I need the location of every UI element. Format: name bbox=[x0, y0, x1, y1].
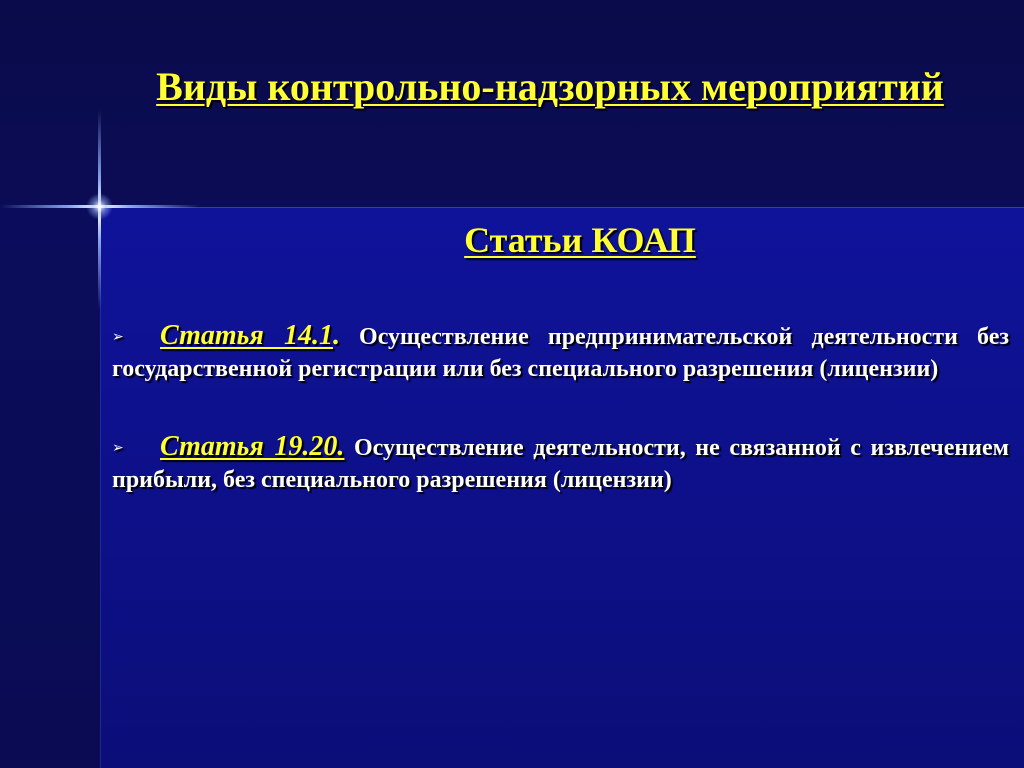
star-sparkle-icon bbox=[86, 193, 113, 220]
arrow-bullet-icon: ➢ bbox=[112, 440, 124, 456]
horizontal-divider bbox=[100, 207, 1024, 208]
article-punctuation: . bbox=[332, 320, 340, 351]
article-description: Осуществление деятельности, не связанной с извлечением прибыли, без специального разрешения (лицензии) bbox=[112, 435, 1010, 493]
article-description: Осуществление предпринимательской деятельности без государственной регистрации или без специального разрешения (лицензии) bbox=[112, 324, 1009, 382]
left-strip-background bbox=[0, 207, 100, 768]
article-list bbox=[112, 320, 1009, 496]
list-item bbox=[112, 431, 1009, 496]
slide-title: Виды контрольно-надзорных мероприятий bbox=[156, 64, 944, 109]
article-number: Статья 14.1 bbox=[160, 320, 333, 351]
arrow-bullet-icon: ➢ bbox=[112, 329, 124, 345]
list-item bbox=[112, 320, 1009, 385]
slide-subtitle: Статьи КОАП bbox=[464, 220, 696, 260]
article-number: Статья 19.20. bbox=[160, 431, 345, 462]
